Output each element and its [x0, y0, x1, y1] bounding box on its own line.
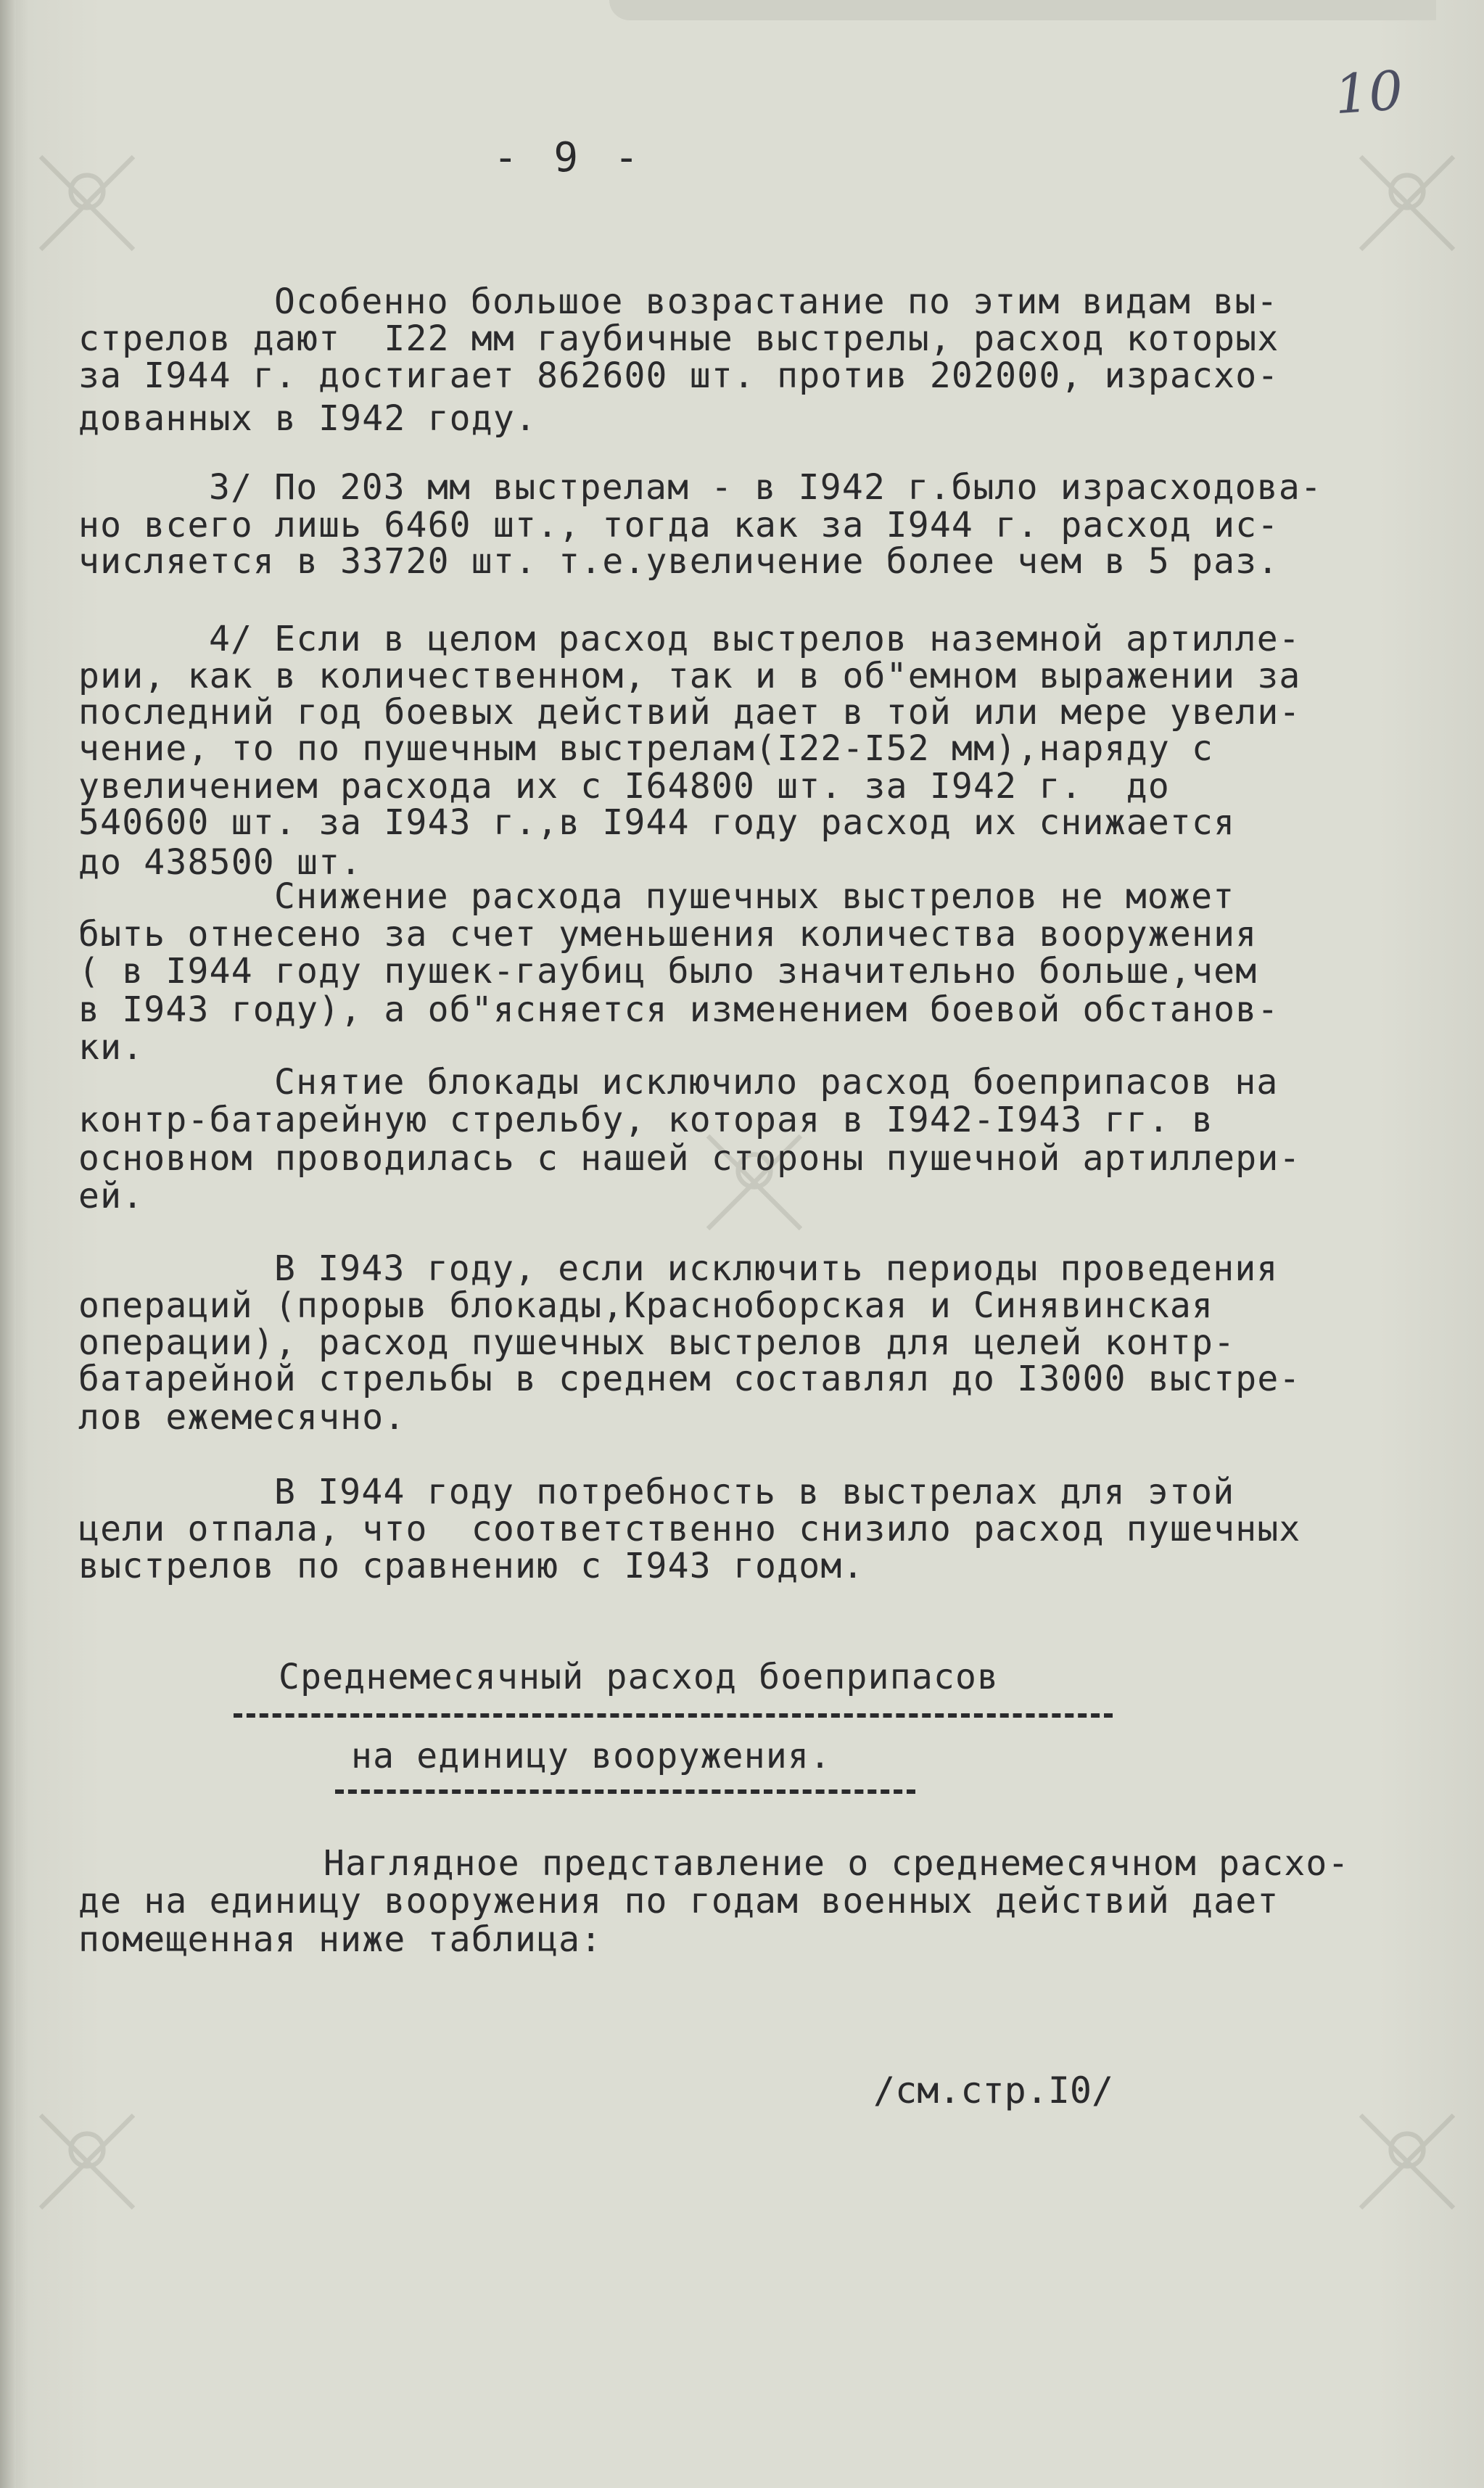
section-heading: Среднемесячный расход боеприпасов: [279, 1657, 999, 1697]
text-line: Снятие блокады исключило расход боеприпасов на: [274, 1062, 1279, 1103]
text-line: последний год боевых действий дает в той или мере увели-: [78, 692, 1301, 733]
text-line: быть отнесено за счет уменьшения количества вооружения: [78, 914, 1258, 955]
text-line: Наглядное представление о среднемесячном расхо-: [323, 1843, 1350, 1884]
text-line: стрелов дают I22 мм гаубичные выстрелы, расход которых: [78, 318, 1279, 359]
text-line: батарейной стрельбы в среднем составлял до I3000 выстре-: [78, 1359, 1301, 1399]
text-line: 3/ По 203 мм выстрелам - в I942 г.было израсходова-: [209, 467, 1323, 508]
text-line: 540600 шт. за I943 г.,в I944 году расход их снижается: [78, 802, 1236, 843]
text-line: де на единицу вооружения по годам военных действий дает: [78, 1881, 1279, 1921]
text-line: операций (прорыв блокады,Красноборская и Синявинская: [78, 1285, 1214, 1326]
watermark-emblem-icon: [29, 145, 145, 261]
text-line: основном проводилась с нашей стороны пушечной артиллери-: [78, 1138, 1301, 1179]
text-line: ки.: [78, 1027, 144, 1068]
text-line: помещенная ниже таблица:: [78, 1919, 603, 1960]
text-line: 4/ Если в целом расход выстрелов наземной артилле-: [209, 619, 1300, 659]
text-line: в I943 году), а об"ясняется изменением боевой обстанов-: [78, 989, 1279, 1030]
watermark-emblem-icon: [1349, 145, 1465, 261]
text-line: контр-батарейную стрельбу, которая в I942-I943 гг. в: [78, 1100, 1214, 1140]
text-line: ей.: [78, 1176, 144, 1216]
text-line: увеличением расхода их с I64800 шт. за I942 г. до: [78, 766, 1170, 807]
text-line: выстрелов по сравнению с I943 годом.: [78, 1546, 865, 1586]
watermark-emblem-icon: [29, 2104, 145, 2220]
text-line: числяется в 33720 шт. т.е.увеличение более чем в 5 раз.: [78, 541, 1279, 582]
text-line: цели отпала, что соответственно снизило расход пушечных: [78, 1509, 1301, 1549]
text-line: Снижение расхода пушечных выстрелов не может: [274, 876, 1235, 917]
section-heading: на единицу вооружения.: [351, 1736, 832, 1776]
text-line: лов ежемесячно.: [78, 1397, 406, 1438]
folio-number: 10: [1332, 59, 1406, 127]
page-number: - 9 -: [493, 134, 645, 181]
text-line: операции), расход пушечных выстрелов для целей контр-: [78, 1322, 1236, 1363]
text-line: но всего лишь 6460 шт., тогда как за I944 г. расход ис-: [78, 505, 1279, 545]
heading-underline: [335, 1789, 915, 1794]
text-line: рии, как в количественном, так и в об"емном выражении за: [78, 656, 1301, 696]
text-line: В I943 году, если исключить периоды проведения: [274, 1248, 1279, 1289]
text-line: ( в I944 году пушек-гаубиц было значительно больше,чем: [78, 951, 1258, 992]
text-line: Особенно большое возрастание по этим видам вы-: [274, 281, 1279, 322]
text-line: чение, то по пушечным выстрелам(I22-I52 мм),наряду с: [78, 728, 1214, 769]
text-line: за I944 г. достигает 862600 шт. против 202000, израсхо-: [78, 355, 1279, 396]
text-line: В I944 году потребность в выстрелах для этой: [274, 1472, 1235, 1512]
text-line: до 438500 шт.: [78, 842, 363, 883]
heading-underline: [234, 1713, 1113, 1718]
page-reference: /см.стр.I0/: [873, 2069, 1114, 2112]
text-line: дованных в I942 году.: [78, 398, 537, 439]
page-edge: [609, 0, 1436, 20]
watermark-emblem-icon: [1349, 2104, 1465, 2220]
